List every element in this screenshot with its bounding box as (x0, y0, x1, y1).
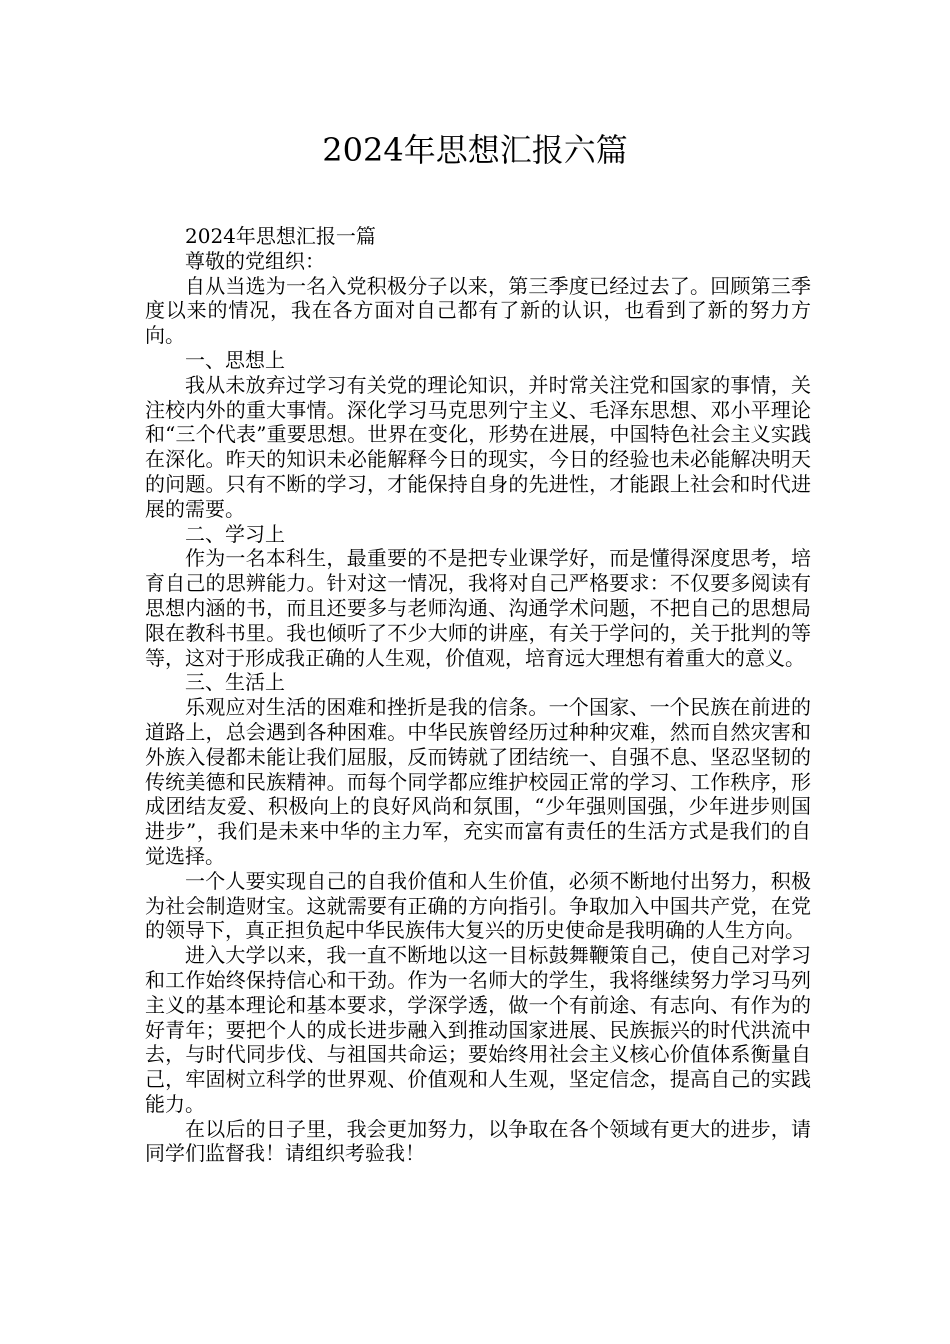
salutation: 尊敬的党组织： (185, 248, 325, 273)
subsection-heading: 三、生活上 (185, 670, 285, 695)
subsection-heading: 一、思想上 (185, 347, 285, 372)
body-paragraph: 自从当选为一名入党积极分子以来，第三季度已经过去了。回顾第三季度以来的情况，我在各方面对自己都有了新的认识，也看到了新的努力方向。 (145, 273, 811, 348)
document-body (145, 224, 811, 1166)
closing-paragraph: 在以后的日子里，我会更加努力，以争取在各个领域有更大的进步，请同学们监督我！请组织考验我！ (145, 1116, 811, 1166)
body-paragraph: 我从未放弃过学习有关党的理论知识，并时常关注党和国家的事情，关注校内外的重大事情。深化学习马克思列宁主义、毛泽东思想、邓小平理论和“三个代表”重要思想。世界在变化，形势在进展，中国特色社会主义实践在深化。昨天的知识未必能解释今日的现实，今日的经验也未必能解决明天的问题。只有不断的学习，才能保持自身的先进性，才能跟上社会和时代进展的需要。 (145, 372, 811, 521)
body-paragraph: 一个人要实现自己的自我价值和人生价值，必须不断地付出努力，积极为社会制造财宝。这就需要有正确的方向指引。争取加入中国共产党，在党的领导下，真正担负起中华民族伟大复兴的历史使命是我明确的人生方向。 (145, 868, 811, 943)
body-paragraph: 作为一名本科生，最重要的不是把专业课学好，而是懂得深度思考，培育自己的思辨能力。针对这一情况，我将对自己严格要求：不仅要多阅读有思想内涵的书，而且还要多与老师沟通、沟通学术问题，不把自己的思想局限在教科书里。我也倾听了不少大师的讲座，有关于学问的，关于批判的等等，这对于形成我正确的人生观，价值观，培育远大理想有着重大的意义。 (145, 546, 811, 670)
body-paragraph: 进入大学以来，我一直不断地以这一目标鼓舞鞭策自己，使自己对学习和工作始终保持信心和干劲。作为一名师大的学生，我将继续努力学习马列主义的基本理论和基本要求，学深学透，做一个有前途、有志向、有作为的好青年；要把个人的成长进步融入到推动国家进展、民族振兴的时代洪流中去，与时代同步伐、与祖国共命运；要始终用社会主义核心价值体系衡量自己，牢固树立科学的世界观、价值观和人生观，坚定信念，提高自己的实践能力。 (145, 943, 811, 1116)
section-heading: 2024年思想汇报一篇 (185, 224, 376, 248)
body-paragraph: 乐观应对生活的困难和挫折是我的信条。一个国家、一个民族在前进的道路上，总会遇到各种困难。中华民族曾经历过种种灾难，然而自然灾害和外族入侵都未能让我们屈服，反而铸就了团结统一、自强不息、坚忍坚韧的传统美德和民族精神。而每个同学都应维护校园正常的学习、工作秩序，形成团结友爱、积极向上的良好风尚和氛围，“少年强则国强，少年进步则国进步”，我们是未来中华的主力军，充实而富有责任的生活方式是我们的自觉选择。 (145, 695, 811, 868)
document-title: 2024年思想汇报六篇 (322, 131, 628, 169)
subsection-heading: 二、学习上 (185, 521, 285, 546)
